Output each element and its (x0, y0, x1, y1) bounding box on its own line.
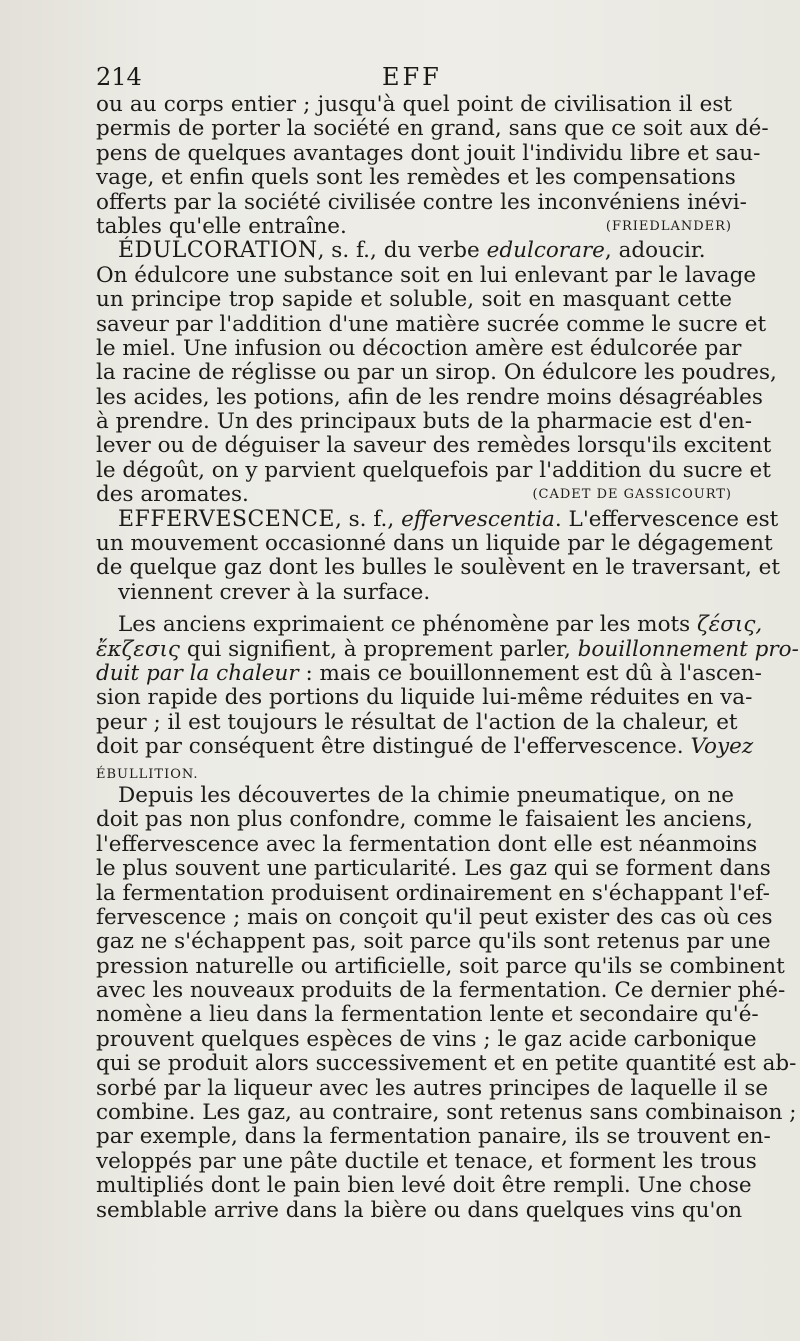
entry-first-line (96, 239, 732, 263)
text-line: doit pas non plus confondre, comme le faisaient les anciens, (96, 807, 754, 833)
line-text: doit par conséquent être distingué de l'effervescence. (96, 734, 691, 760)
text-line (96, 760, 732, 784)
text-line: par exemple, dans la fermentation panaire, ils se trouvent en- (96, 1124, 771, 1150)
text-line: pens de quelques avantages dont jouit l'individu libre et sau- (96, 140, 761, 166)
text-line: avec les nouveaux produits de la fermentation. Ce dernier phé- (96, 978, 786, 1004)
line-text: . L'effervescence est (554, 506, 779, 532)
text-line: veloppés par une pâte ductile et tenace, et forment les trous (96, 1148, 757, 1174)
text-line: la fermentation produisent ordinairement en s'échappant l'ef- (96, 880, 770, 906)
text-line: gaz ne s'échappent pas, soit parce qu'ils sont retenus par une (96, 929, 771, 955)
text-line (96, 612, 763, 638)
text-line: semblable arrive dans la bière ou dans quelques vins qu'on (96, 1197, 743, 1223)
text-line: Depuis les découvertes de la chimie pneumatique, on ne (118, 782, 735, 808)
line-text: tables qu'elle entraîne. (96, 213, 347, 239)
text-line: prouvent quelques espèces de vins ; le gaz acide carbonique (96, 1026, 757, 1052)
cross-reference-target: ÉBULLITION. (96, 766, 199, 782)
text-line: un principe trop sapide et soluble, soit en masquant cette (96, 287, 732, 313)
body-text (96, 92, 799, 1223)
text-line: multipliés dont le pain bien levé doit être rempli. Une chose (96, 1173, 752, 1199)
italic-term: edulcorare (486, 238, 605, 264)
entry-edulcoration (96, 238, 777, 508)
text-line: combine. Les gaz, au contraire, sont retenus sans combinaison ; (96, 1100, 797, 1126)
line-text: Les anciens exprimaient ce phénomène par les mots (118, 612, 698, 638)
line-text: , s. f., du verbe (317, 238, 487, 264)
text-line: un mouvement occasionné dans un liquide par le dégagement (96, 531, 773, 557)
greek-word: ζέσις, (697, 612, 763, 638)
entry-friedlander-tail (96, 92, 769, 239)
line-text: des aromates. (96, 482, 249, 508)
text-line (96, 636, 799, 662)
line-text: qui signifient, à proprement parler, (179, 636, 578, 662)
text-line: l'effervescence avec la fermentation dont elle est néanmoins (96, 831, 758, 857)
text-line: permis de porter la société en grand, sans que ce soit aux dé- (96, 116, 769, 142)
page-number: 214 (96, 63, 142, 91)
text-line: le plus souvent une particularité. Les gaz qui se forment dans (96, 856, 771, 882)
text-line: sion rapide des portions du liquide lui-même réduites en va- (96, 685, 753, 711)
headword: ÉDULCORATION (118, 238, 318, 264)
text-line (96, 734, 754, 760)
text-line (96, 215, 732, 239)
text-line: qui se produit alors successivement et en petite quantité est ab- (96, 1051, 797, 1077)
text-line: lever ou de déguiser la saveur des remèdes lorsqu'ils excitent (96, 433, 772, 459)
italic-phrase: duit par la chaleur (96, 660, 299, 686)
entry-effervescence (96, 506, 799, 1223)
text-line: nomène a lieu dans la fermentation lente et secondaire qu'é- (96, 1002, 759, 1028)
author-signature: (CADET DE GASSICOURT) (532, 487, 732, 503)
running-head: EFF (382, 63, 442, 91)
text-line: le dégoût, on y parvient quelquefois par l'addition du sucre et (96, 457, 771, 483)
greek-word: ἔκζεσις (96, 636, 180, 662)
italic-term: effervescentia (401, 506, 555, 532)
cross-reference: Voyez (690, 734, 754, 760)
text-line: saveur par l'addition d'une matière sucrée comme le sucre et (96, 311, 767, 337)
text-line: On édulcore une substance soit en lui enlevant par le lavage (96, 262, 757, 288)
text-line: le miel. Une infusion ou décoction amère est édulcorée par (96, 335, 742, 361)
text-line: à prendre. Un des principaux buts de la pharmacie est d'en- (96, 409, 753, 435)
text-line: vage, et enfin quels sont les remèdes et les compensations (96, 165, 736, 191)
text-line: les acides, les potions, afin de les rendre moins désagréables (96, 384, 763, 410)
text-line: sorbé par la liqueur avec les autres principes de laquelle il se (96, 1075, 769, 1101)
headword: EFFERVESCENCE (118, 506, 335, 532)
text-line: peur ; il est toujours le résultat de l'action de la chaleur, et (96, 709, 738, 735)
text-line: de quelque gaz dont les bulles le soulèvent en le traversant, et (96, 555, 781, 581)
text-line: fervescence ; mais on conçoit qu'il peut exister des cas où ces (96, 904, 773, 930)
entry-first-line (96, 506, 779, 532)
italic-phrase: bouillonnement pro- (577, 636, 799, 662)
text-line: viennent crever à la surface. (118, 579, 431, 605)
text-line: ou au corps entier ; jusqu'à quel point de civilisation il est (96, 92, 732, 117)
text-line (96, 660, 762, 686)
running-header (96, 62, 736, 92)
text-line (96, 483, 732, 507)
text-line: offerts par la société civilisée contre les inconvéniens inévi- (96, 189, 747, 215)
line-text: , s. f., (334, 506, 402, 532)
author-signature: (FRIEDLANDER) (605, 218, 732, 234)
line-text: , adoucir. (604, 238, 706, 264)
line-text: : mais ce bouillonnement est dû à l'ascen- (298, 660, 762, 686)
text-line: pression naturelle ou artificielle, soit parce qu'ils se combinent (96, 953, 785, 979)
text-line: la racine de réglisse ou par un sirop. On édulcore les poudres, (96, 360, 777, 386)
